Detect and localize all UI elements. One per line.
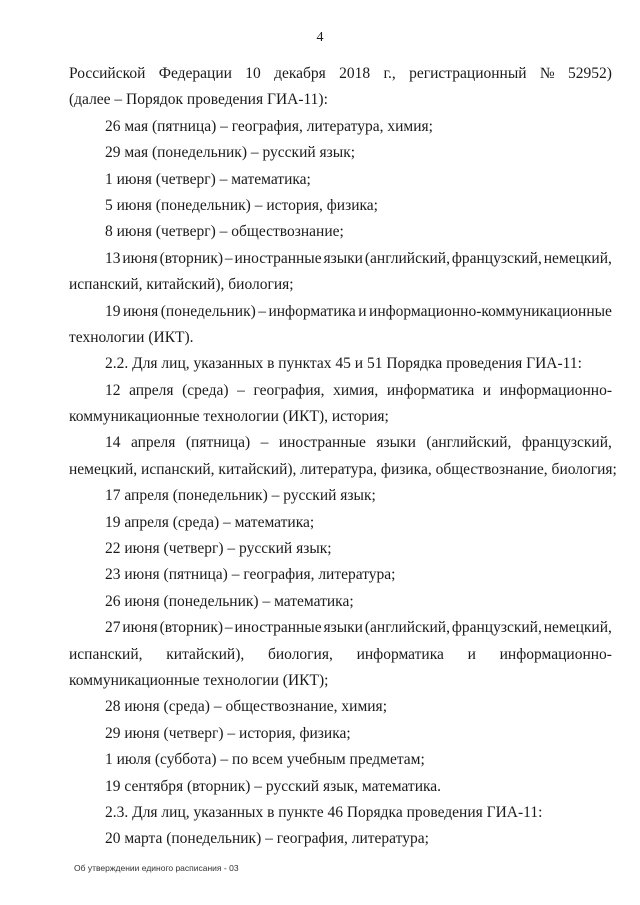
section-heading: 2.3. Для лиц, указанных в пункте 46 Порядка проведения ГИА-11: [105, 803, 543, 821]
document-body [69, 61, 617, 853]
section-heading: 2.2. Для лиц, указанных в пунктах 45 и 51 Порядка проведения ГИА-11: [105, 355, 582, 373]
schedule-item: 20 марта (понедельник) – география, литература; [105, 830, 429, 848]
schedule-item-justified: 27 июня (вторник) – иностранные языки (английский, французский, немецкий, [105, 619, 612, 637]
schedule-item: 28 июня (среда) – обществознание, химия; [105, 698, 387, 716]
schedule-item: 19 сентября (вторник) – русский язык, математика. [105, 777, 442, 795]
schedule-item-justified: 19 июня (понедельник) – информатика и информационно-коммуникационные [105, 302, 612, 320]
text-line: (далее – Порядок проведения ГИА-11): [69, 91, 328, 109]
schedule-item: 29 июня (четверг) – история, физика; [105, 724, 351, 742]
text-line: коммуникационные технологии (ИКТ); [69, 671, 329, 689]
schedule-item-justified: 13 июня (вторник) – иностранные языки (английский, французский, немецкий, [105, 249, 612, 267]
page-number: 4 [316, 30, 324, 45]
text-line-justified: испанский, китайский), биология, информатика и информационно- [69, 645, 612, 663]
text-line: коммуникационные технологии (ИКТ), история; [69, 408, 389, 426]
page-footer: Об утверждении единого расписания - 03 [74, 863, 239, 873]
schedule-item: 26 июня (понедельник) – математика; [105, 592, 354, 610]
schedule-item: 8 июня (четверг) – обществознание; [105, 223, 344, 241]
schedule-item: 17 апреля (понедельник) – русский язык; [105, 487, 376, 505]
schedule-item: 19 апреля (среда) – математика; [105, 513, 315, 531]
schedule-item: 26 мая (пятница) – география, литература, химия; [105, 117, 433, 135]
schedule-item: 1 июля (суббота) – по всем учебным предметам; [105, 751, 425, 769]
schedule-item: 1 июня (четверг) – математика; [105, 170, 311, 188]
schedule-item: 22 июня (четверг) – русский язык; [105, 540, 332, 558]
text-line: испанский, китайский), биология; [69, 276, 294, 294]
schedule-item: 29 мая (понедельник) – русский язык; [105, 144, 356, 162]
text-line: технологии (ИКТ). [69, 328, 194, 346]
schedule-item-justified: 12 апреля (среда) – география, химия, информатика и информационно- [105, 381, 612, 399]
text-line-justified: Российской Федерации 10 декабря 2018 г., регистрационный № 52952) [69, 65, 612, 82]
schedule-item-justified: 14 апреля (пятница) – иностранные языки (английский, французский, [105, 434, 612, 452]
schedule-item: 5 июня (понедельник) – история, физика; [105, 196, 378, 214]
schedule-item: 23 июня (пятница) – география, литература; [105, 566, 396, 584]
text-line: немецкий, испанский, китайский), литература, физика, обществознание, биология; [69, 460, 617, 478]
